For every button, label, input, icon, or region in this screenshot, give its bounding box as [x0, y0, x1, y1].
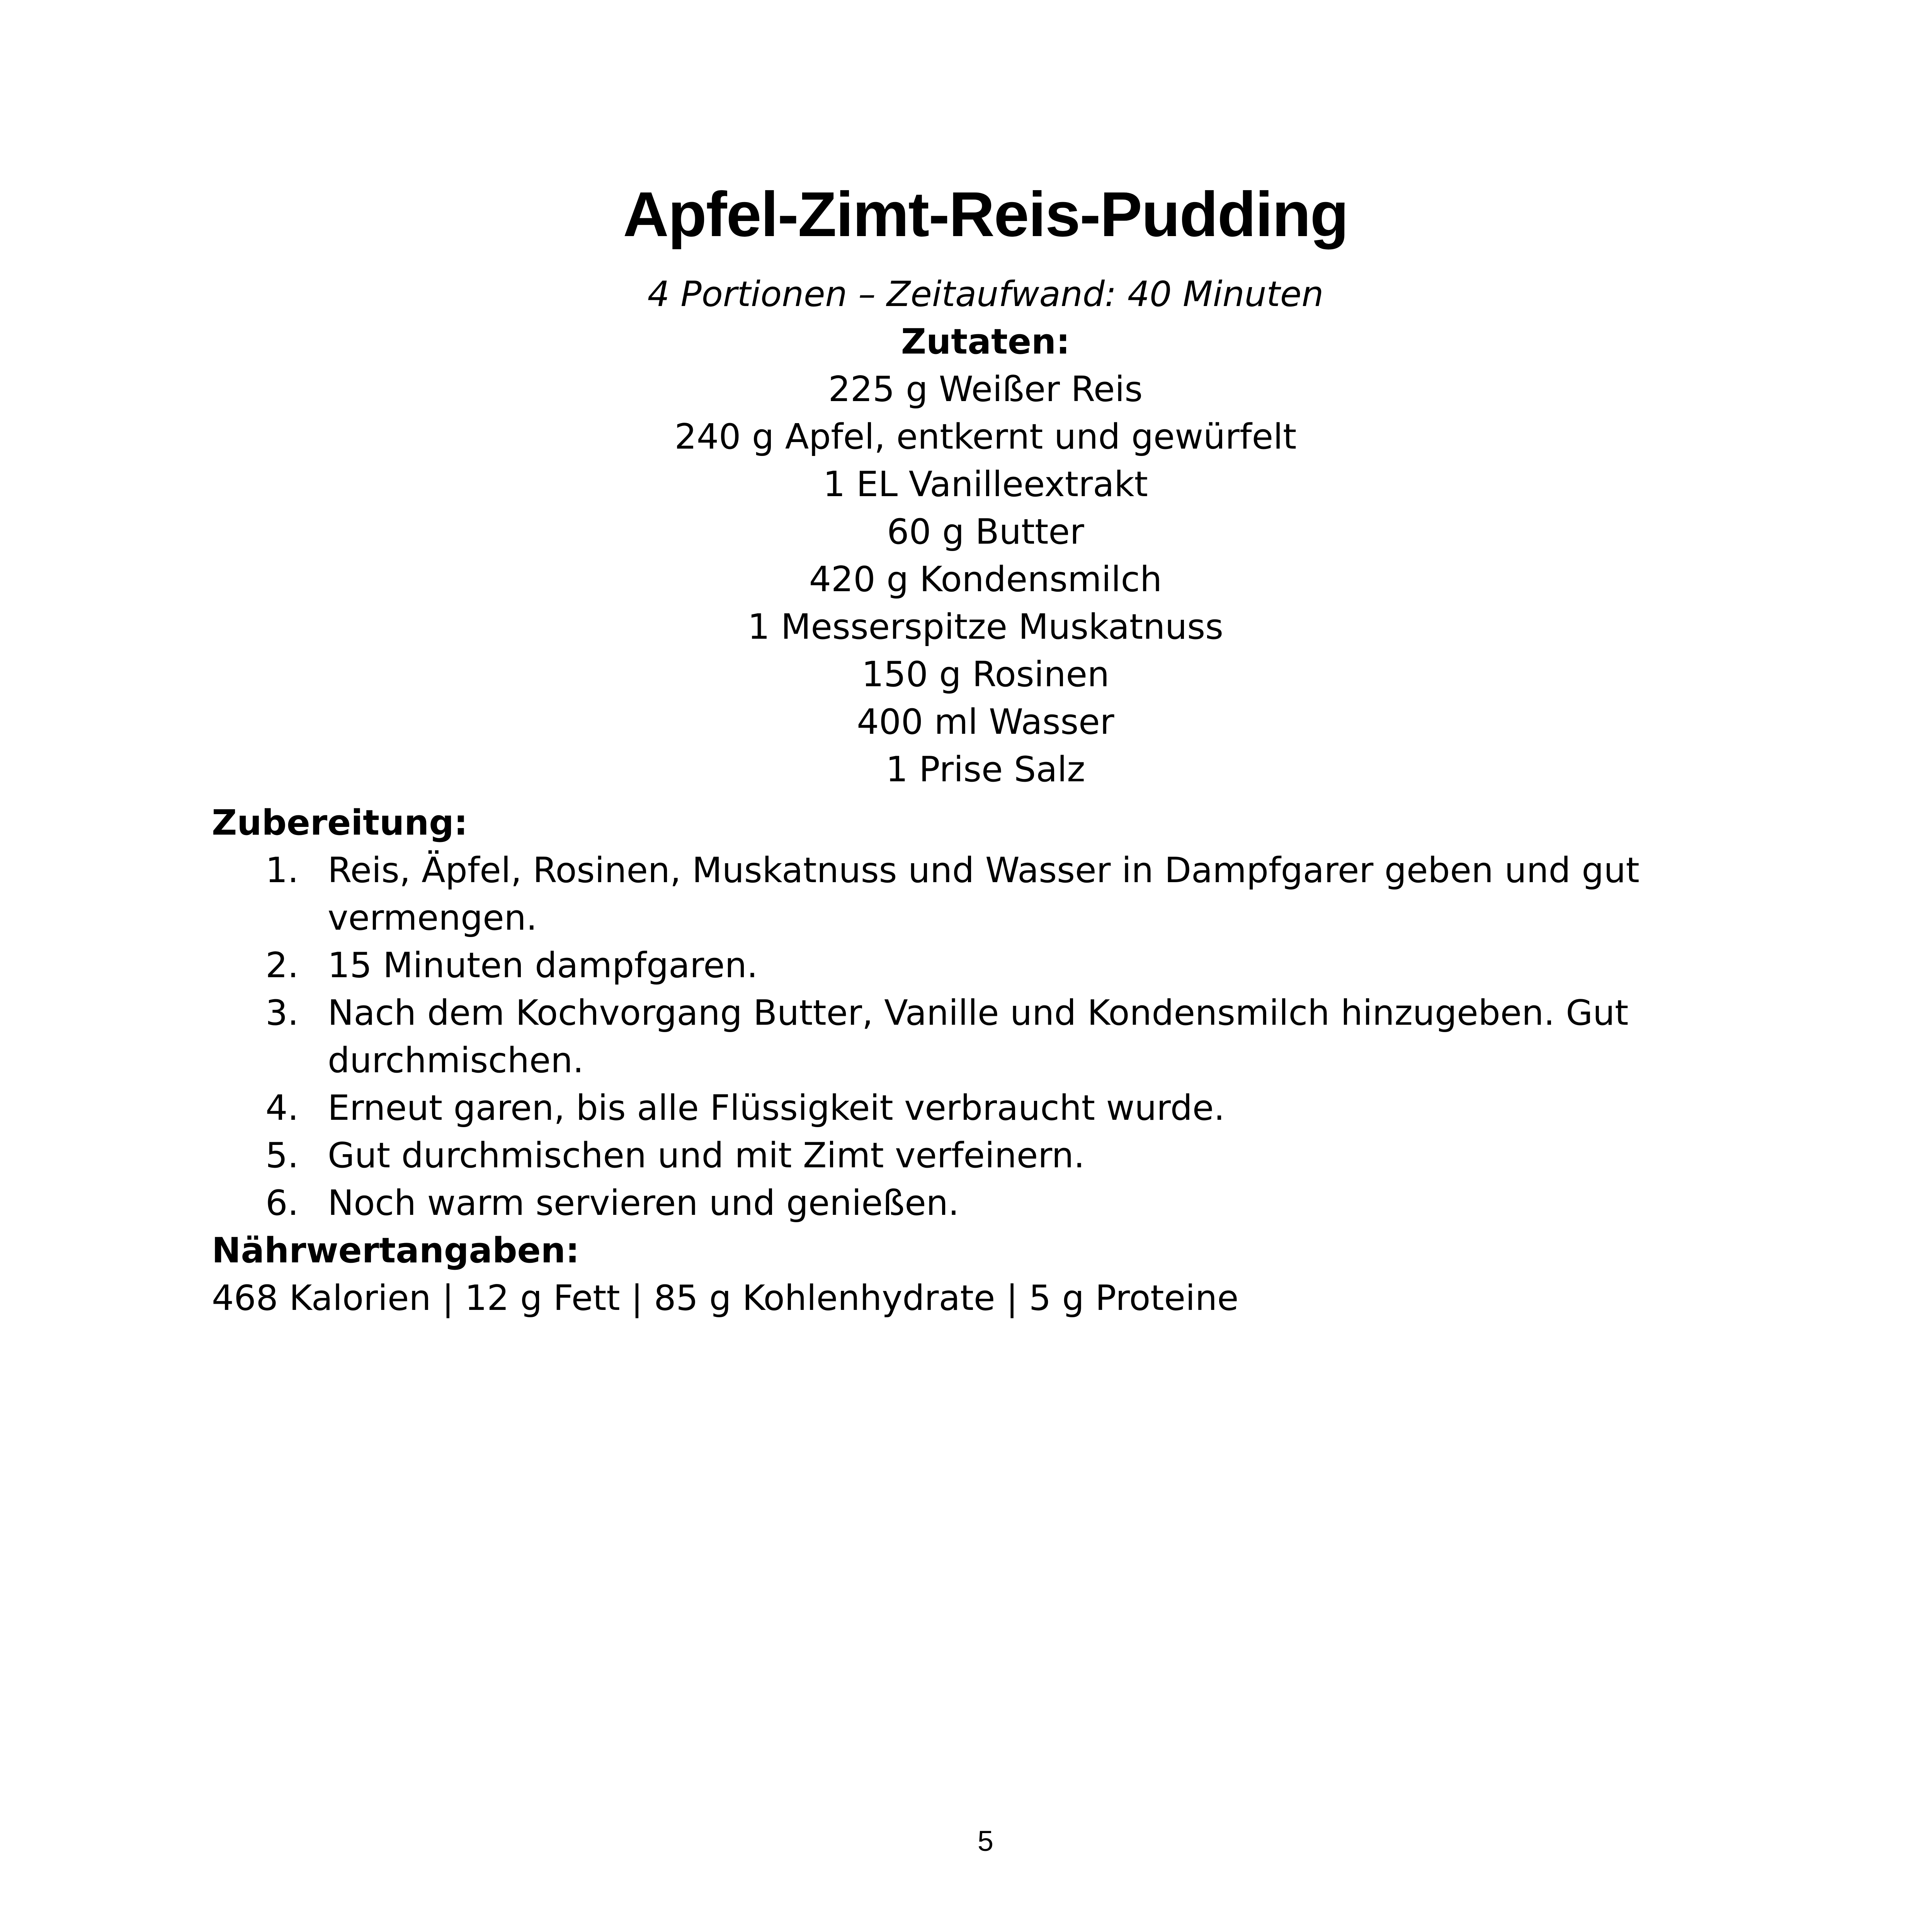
ingredient-item: 420 g Kondensmilch — [809, 559, 1162, 600]
ingredient-item: 225 g Weißer Reis — [828, 369, 1143, 410]
preparation-heading: Zubereitung: — [212, 803, 468, 843]
step-text: Reis, Äpfel, Rosinen, Muskatnuss und Wasser in Dampfgarer geben und gut vermengen. — [328, 850, 1639, 938]
ingredient-item: 400 ml Wasser — [857, 702, 1114, 742]
preparation-step — [212, 847, 1796, 942]
step-number: 5. — [265, 1135, 299, 1176]
preparation-step — [212, 989, 1796, 1084]
preparation-step — [212, 942, 1796, 989]
step-number: 4. — [265, 1088, 299, 1128]
servings-time: 4 Portionen – Zeitaufwand: 40 Minuten — [647, 274, 1324, 315]
step-number: 6. — [265, 1183, 299, 1223]
ingredient-item: 1 Prise Salz — [886, 749, 1085, 790]
step-text: Noch warm servieren und genießen. — [328, 1183, 959, 1223]
nutrition-facts: 468 Kalorien | 12 g Fett | 85 g Kohlenhydrate | 5 g Proteine — [212, 1278, 1239, 1318]
step-number: 2. — [265, 945, 299, 986]
preparation-step — [212, 1132, 1796, 1179]
step-text: Erneut garen, bis alle Flüssigkeit verbraucht wurde. — [328, 1088, 1225, 1128]
preparation-step — [212, 1179, 1796, 1227]
ingredient-item: 1 EL Vanilleextrakt — [823, 464, 1148, 505]
ingredient-item: 1 Messerspitze Muskatnuss — [748, 607, 1223, 647]
step-text: 15 Minuten dampfgaren. — [328, 945, 758, 986]
ingredient-item: 60 g Butter — [887, 512, 1084, 552]
preparation-block — [212, 799, 1796, 1322]
preparation-step — [212, 1084, 1796, 1132]
step-text: Gut durchmischen und mit Zimt verfeinern. — [328, 1135, 1085, 1176]
preparation-steps — [212, 847, 1796, 1227]
recipe-title: Apfel-Zimt-Reis-Pudding — [623, 179, 1348, 250]
ingredients-heading: Zutaten: — [901, 321, 1070, 362]
page-number: 5 — [977, 1825, 994, 1857]
ingredient-item: 240 g Apfel, entkernt und gewürfelt — [674, 417, 1297, 457]
ingredient-item: 150 g Rosinen — [861, 654, 1110, 695]
step-number: 1. — [265, 850, 299, 891]
recipe-header-block — [0, 270, 1932, 793]
step-number: 3. — [265, 993, 299, 1033]
step-text: Nach dem Kochvorgang Butter, Vanille und Kondensmilch hinzugeben. Gut durchmischen. — [328, 993, 1629, 1081]
nutrition-heading: Nährwertangaben: — [212, 1230, 580, 1271]
